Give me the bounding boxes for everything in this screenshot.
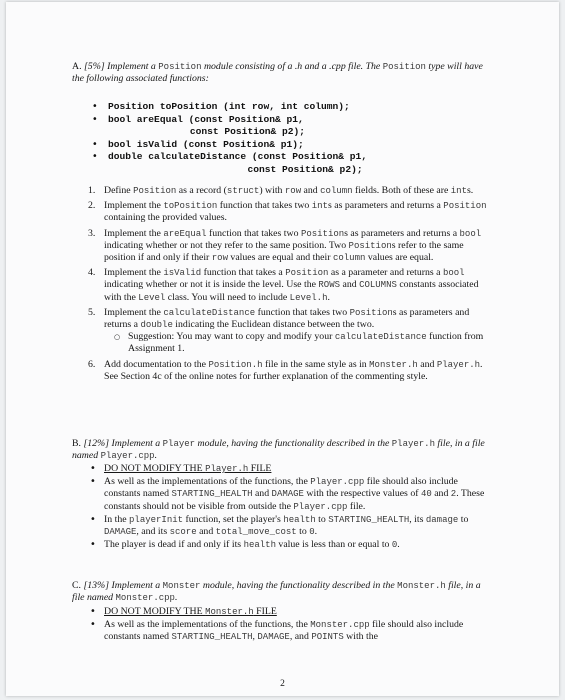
- signature-text: const Position& p2);: [92, 163, 363, 175]
- text-run: s as parameters and returns a: [344, 227, 460, 239]
- text-run: to: [296, 526, 310, 538]
- numbered-item: [88, 267, 490, 304]
- inline-code: Monster.h: [369, 359, 418, 370]
- numbered-item: [88, 307, 490, 356]
- text-run: and: [417, 358, 437, 370]
- bullet-icon: •: [90, 463, 96, 474]
- bullet-item: [90, 476, 492, 513]
- inline-code: damage: [425, 514, 459, 525]
- inline-code: POINTS: [311, 632, 344, 643]
- bullet-text: [104, 514, 468, 537]
- section-c-heading: C. [13%] Implement a Monster module, having the functionality described in the Monster.h file, in a file named Monster.cpp.: [72, 580, 481, 604]
- inline-code: toPosition: [163, 201, 218, 212]
- section-a-numbered-list: [88, 185, 490, 386]
- text-run: function that takes two: [217, 200, 312, 212]
- text-run: values are equal.: [365, 252, 434, 264]
- section-a-heading: A. [5%] Implement a Position module consisting of a .h and a .cpp file. The Position type will have the following associated functions:: [72, 61, 483, 85]
- text-run: fields. Both of these are: [352, 185, 451, 196]
- text-run: ,: [252, 631, 258, 643]
- inline-code: Player.h: [205, 464, 249, 474]
- text-run: Implement the: [104, 267, 164, 279]
- inline-code: isValid: [163, 268, 202, 279]
- inline-code: Monster.h: [205, 607, 254, 617]
- text-run: and: [340, 279, 360, 291]
- text-run: class. You will need to include: [165, 291, 290, 303]
- numbered-item: [88, 359, 490, 383]
- text-run: and: [301, 185, 321, 196]
- inline-code: Level: [138, 292, 166, 303]
- text-run: FILE: [253, 606, 277, 617]
- bullet-icon: •: [92, 138, 98, 150]
- inline-code: int: [311, 201, 328, 212]
- item-number: 5.: [88, 306, 96, 318]
- text-run: The player is dead if and only if its: [104, 539, 244, 551]
- text-run: function that takes two: [255, 306, 350, 318]
- inline-code: row: [284, 186, 302, 196]
- text-run: function from Assignment 1.: [128, 331, 484, 355]
- bullet-text: [104, 619, 463, 642]
- item-number: 2.: [88, 200, 96, 212]
- text-run: function that takes two: [206, 227, 301, 239]
- inline-code: int: [450, 186, 467, 196]
- inline-code: Position: [133, 186, 177, 196]
- text-run: s as parameters and returns a: [327, 200, 444, 212]
- text-run: containing the provided values.: [104, 212, 227, 224]
- section-c-label: C.: [72, 580, 81, 591]
- bullet-item: [90, 619, 492, 643]
- text-run: as a parameter and returns a: [328, 267, 443, 279]
- text-run: DO NOT MODIFY THE: [104, 463, 206, 474]
- function-signature: [92, 126, 512, 139]
- bullet-icon: •: [90, 513, 96, 525]
- text-run: s refer to the same position if and only if their: [104, 239, 464, 264]
- inline-code: column: [332, 253, 366, 264]
- inline-code: Position: [443, 201, 487, 212]
- inline-code: playerInit: [129, 514, 184, 525]
- bullet-icon: •: [90, 619, 96, 631]
- text-run: function, set the player's: [183, 513, 284, 525]
- inline-code: Level.h: [289, 292, 328, 303]
- text-run: and: [431, 488, 451, 500]
- text-run: s.: [466, 185, 474, 196]
- inline-code: Position: [348, 240, 392, 251]
- section-b-heading: B. [12%] Implement a Player module, having the functionality described in the Player.h file, in a file named Player.cpp.: [72, 438, 485, 462]
- signature-text: double calculateDistance (const Position& p1,: [108, 151, 368, 163]
- section-b-bullet-list: [90, 463, 492, 552]
- bullet-icon: •: [90, 476, 96, 488]
- bullet-item: [90, 514, 492, 538]
- numbered-item: [88, 185, 490, 197]
- inline-code: 40: [420, 489, 432, 500]
- text-run: and: [252, 488, 272, 500]
- text-run: . See Section 4c of the online notes for further explanation of the commenting style.: [104, 358, 483, 382]
- text-run: file in the same style as in: [262, 358, 370, 370]
- text-run: Implement the: [104, 227, 164, 239]
- inline-code: row: [211, 253, 228, 264]
- function-signature: [92, 101, 512, 114]
- section-c-bullet-list: [90, 606, 492, 645]
- text-run: FILE: [248, 463, 272, 474]
- text-run: indicating whether or not they refer to the same position. Two: [104, 239, 349, 251]
- function-signature-list: [92, 101, 512, 177]
- inline-code: health: [243, 540, 276, 551]
- text-run: In the: [104, 513, 130, 525]
- text-run: As well as the implementations of the functions, the: [104, 619, 311, 631]
- item-number: 4.: [88, 267, 96, 279]
- numbered-item: [88, 228, 490, 265]
- text-run: . These constants should not be visible from outside the: [104, 488, 485, 512]
- section-a-label: A.: [72, 61, 82, 72]
- signature-text: Position toPosition (int row, int column);: [108, 101, 350, 112]
- bullet-text: [104, 463, 271, 474]
- bullet-text: [104, 476, 484, 511]
- bullet-icon: •: [90, 539, 96, 551]
- text-run: , and: [289, 631, 312, 643]
- inline-code: bool: [442, 268, 465, 279]
- function-signature: [92, 114, 512, 127]
- text-run: ) with: [259, 185, 285, 196]
- inline-code: score: [169, 527, 197, 538]
- item-number: 3.: [88, 227, 96, 239]
- bullet-item: [90, 606, 492, 618]
- circle-bullet-icon: ○: [114, 333, 121, 342]
- function-signature: [92, 164, 512, 177]
- inline-code: Position: [300, 228, 345, 239]
- text-run: As well as the implementations of the functions, the: [104, 476, 311, 488]
- text-run: and: [196, 526, 216, 538]
- inline-code: column: [320, 186, 353, 196]
- inline-code: calculateDistance: [163, 307, 256, 318]
- inline-code: Player.h: [436, 359, 481, 370]
- text-run: as a record (: [176, 185, 227, 196]
- text-run: file.: [347, 500, 366, 512]
- bullet-icon: •: [92, 113, 98, 125]
- text-run: Define: [104, 185, 134, 196]
- bullet-icon: •: [90, 606, 96, 617]
- text-run: with the respective values of: [303, 488, 421, 500]
- bullet-text: [104, 606, 277, 617]
- bullet-text: [104, 539, 400, 550]
- inline-code: STARTING_HEALTH: [328, 514, 410, 525]
- numbered-item: [88, 200, 490, 224]
- inline-code: Position.h: [208, 359, 263, 370]
- text-run: function that takes a: [201, 267, 286, 279]
- inline-code: areEqual: [163, 228, 207, 239]
- inline-code: 0: [309, 527, 315, 538]
- bullet-icon: •: [92, 151, 98, 163]
- section-a-percent: [5%]: [83, 61, 105, 72]
- page-number: 2: [280, 679, 285, 689]
- signature-text: const Position& p2);: [92, 126, 306, 138]
- text-run: Implement the: [104, 200, 164, 212]
- inline-code: DAMAGE: [271, 489, 304, 500]
- function-signature: [92, 139, 512, 152]
- text-run: to: [315, 513, 329, 525]
- inline-code: COLUMNS: [359, 280, 397, 291]
- text-run: value is less than or equal to: [275, 539, 392, 551]
- bullet-item: [90, 539, 492, 551]
- text-run: with the: [343, 631, 379, 643]
- text-run: file should also include constants named: [104, 476, 458, 500]
- inline-code: Position: [285, 268, 329, 279]
- inline-code: Monster.cpp: [310, 620, 370, 631]
- inline-code: STARTING_HEALTH: [171, 489, 253, 500]
- bullet-item: [90, 463, 492, 475]
- item-number: 6.: [88, 358, 96, 370]
- text-run: s as parameters and returns a: [104, 306, 470, 331]
- inline-code: DAMAGE: [104, 527, 137, 538]
- text-run: Implement the: [104, 306, 164, 318]
- signature-text: bool areEqual (const Position& p1,: [108, 113, 304, 125]
- inline-code: Player.cpp: [310, 477, 365, 488]
- text-run: file should also include constants named: [104, 619, 464, 643]
- inline-code: struct: [226, 186, 260, 196]
- inline-code: Position: [349, 307, 393, 318]
- text-run: values are equal and their: [227, 252, 333, 264]
- text-run: to: [458, 513, 469, 525]
- inline-code: double: [140, 320, 173, 331]
- text-run: , and its: [136, 526, 170, 538]
- inline-code: calculateDistance: [334, 332, 427, 343]
- inline-code: STARTING_HEALTH: [171, 632, 253, 643]
- text-run: .: [327, 291, 330, 303]
- text-run: indicating the Euclidean distance between the two.: [172, 319, 375, 331]
- section-c-percent: [13%]: [83, 580, 110, 591]
- inline-code: total_move_cost: [215, 527, 297, 538]
- text-run: DO NOT MODIFY THE: [104, 606, 206, 617]
- signature-text: bool isValid (const Position& p1);: [108, 138, 304, 150]
- section-b-percent: [12%]: [83, 438, 110, 449]
- text-run: constants associated with the: [104, 279, 479, 303]
- item-number: 1.: [88, 185, 96, 196]
- text-run: , its: [409, 513, 426, 525]
- inline-code: 2: [450, 489, 457, 500]
- bullet-icon: •: [92, 101, 98, 112]
- inline-code: Player.cpp: [293, 501, 348, 512]
- text-run: indicating whether or not it is inside the level. Use the: [104, 279, 319, 291]
- text-run: .: [314, 526, 318, 538]
- sub-item: [104, 331, 490, 355]
- text-run: Add documentation to the: [104, 358, 209, 370]
- inline-code: 0: [391, 540, 398, 551]
- inline-code: bool: [459, 228, 482, 239]
- inline-code: ROWS: [318, 280, 341, 291]
- inline-code: health: [283, 514, 316, 525]
- section-b-label: B.: [72, 438, 81, 449]
- document-page: [6, 2, 559, 696]
- text-run: .: [397, 539, 400, 551]
- inline-code: DAMAGE: [257, 632, 290, 643]
- text-run: Suggestion: You may want to copy and modify your: [128, 331, 335, 343]
- function-signature: [92, 151, 512, 164]
